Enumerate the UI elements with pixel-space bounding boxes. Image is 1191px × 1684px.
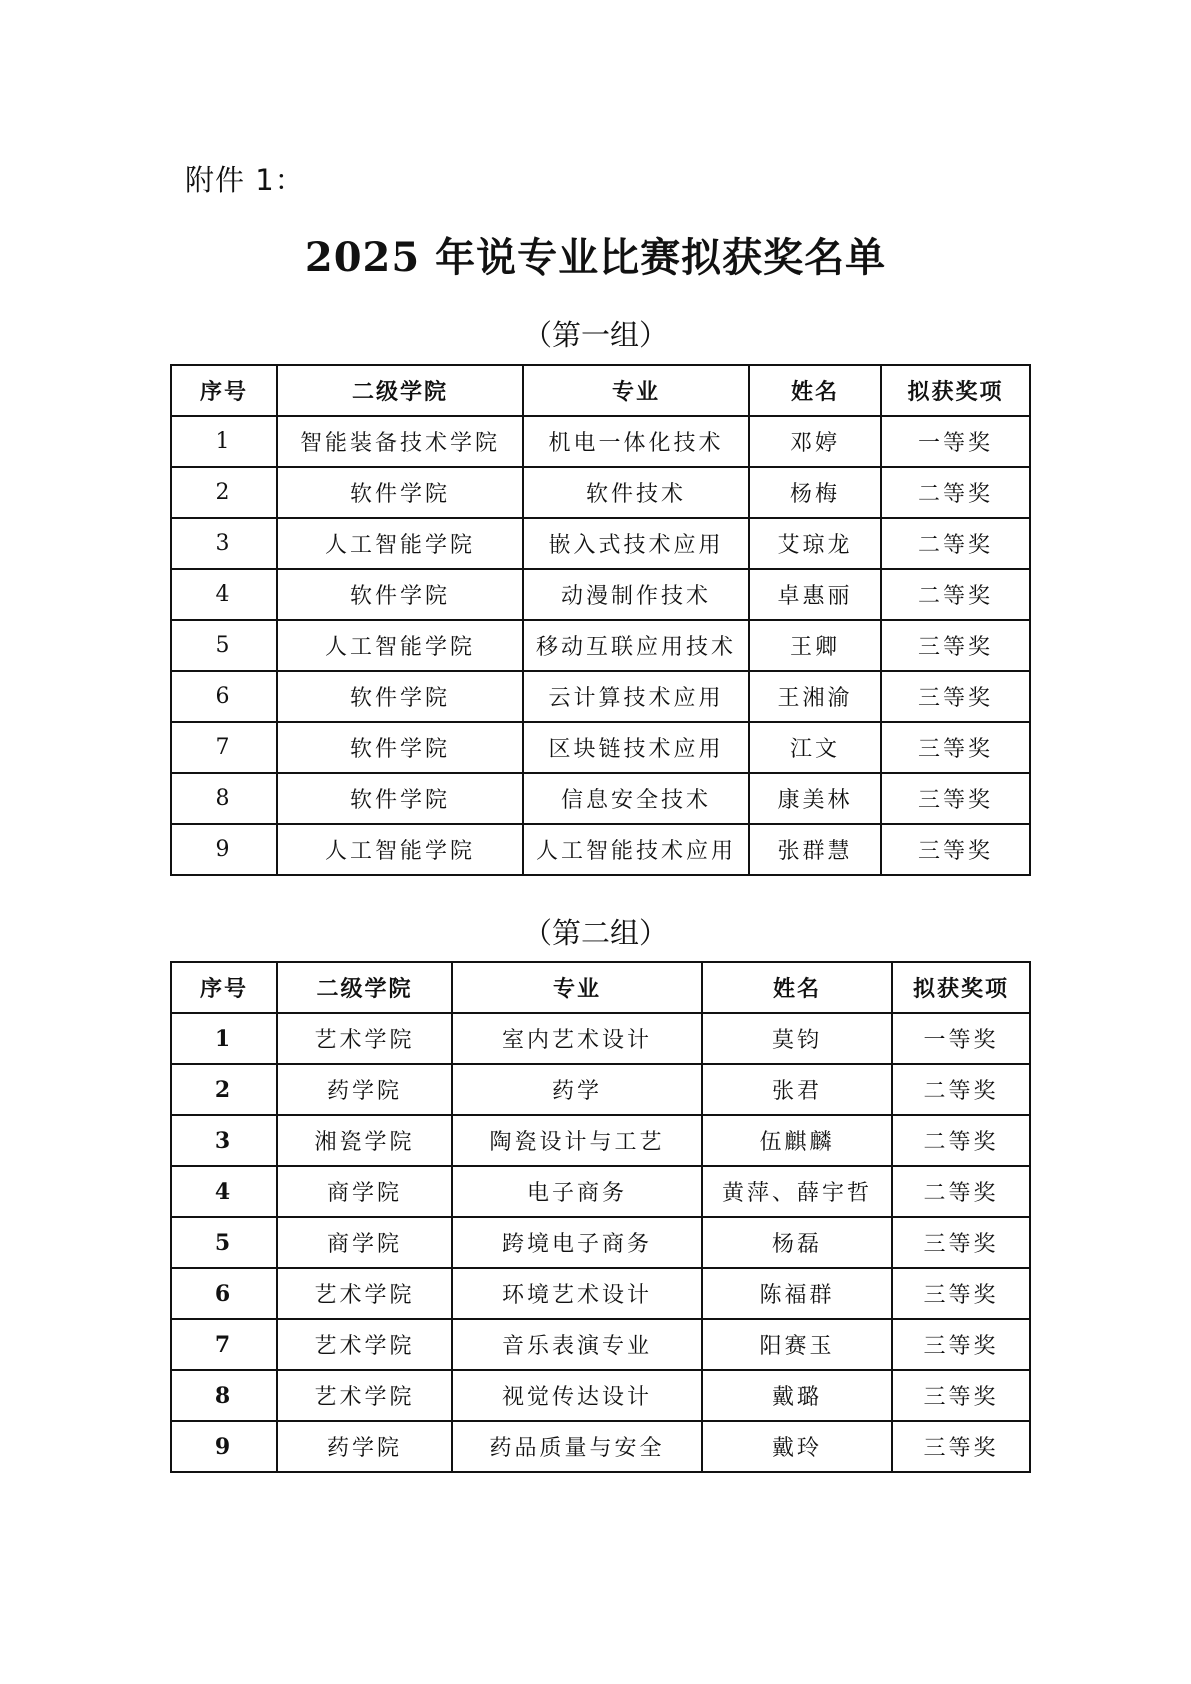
cell-award: 二等奖 xyxy=(881,518,1030,569)
cell-award: 三等奖 xyxy=(881,671,1030,722)
cell-name: 莫钧 xyxy=(702,1013,892,1064)
table-row xyxy=(171,722,1030,773)
cell-name: 黄萍、薛宇哲 xyxy=(702,1166,892,1217)
cell-major: 环境艺术设计 xyxy=(452,1268,702,1319)
cell-name: 邓婷 xyxy=(749,416,881,467)
table-row xyxy=(171,1166,1030,1217)
cell-seq: 5 xyxy=(171,1217,277,1268)
cell-major: 软件技术 xyxy=(523,467,749,518)
cell-college: 湘瓷学院 xyxy=(277,1115,452,1166)
document-title: 2025 年说专业比赛拟获奖名单 xyxy=(304,234,887,281)
table-row xyxy=(171,1115,1030,1166)
cell-seq: 7 xyxy=(171,722,277,773)
cell-award: 三等奖 xyxy=(881,824,1030,875)
cell-college: 人工智能学院 xyxy=(277,620,523,671)
table-row xyxy=(171,1013,1030,1064)
cell-major: 室内艺术设计 xyxy=(452,1013,702,1064)
table-header-row xyxy=(171,365,1030,416)
cell-major: 药品质量与安全 xyxy=(452,1421,702,1472)
header-seq: 序号 xyxy=(171,962,277,1013)
table-row xyxy=(171,620,1030,671)
cell-name: 康美林 xyxy=(749,773,881,824)
cell-major: 机电一体化技术 xyxy=(523,416,749,467)
cell-seq: 4 xyxy=(171,569,277,620)
cell-award: 二等奖 xyxy=(881,467,1030,518)
cell-college: 软件学院 xyxy=(277,467,523,518)
cell-award: 二等奖 xyxy=(892,1166,1030,1217)
cell-college: 艺术学院 xyxy=(277,1013,452,1064)
header-major: 专业 xyxy=(452,962,702,1013)
table-row xyxy=(171,773,1030,824)
cell-name: 王卿 xyxy=(749,620,881,671)
cell-college: 艺术学院 xyxy=(277,1370,452,1421)
cell-major: 电子商务 xyxy=(452,1166,702,1217)
table-row xyxy=(171,1421,1030,1472)
cell-college: 智能装备技术学院 xyxy=(277,416,523,467)
table-row xyxy=(171,824,1030,875)
cell-name: 杨磊 xyxy=(702,1217,892,1268)
group2-table xyxy=(170,961,1031,1473)
header-college: 二级学院 xyxy=(277,365,523,416)
cell-college: 软件学院 xyxy=(277,773,523,824)
cell-award: 三等奖 xyxy=(881,773,1030,824)
cell-college: 软件学院 xyxy=(277,569,523,620)
cell-name: 陈福群 xyxy=(702,1268,892,1319)
cell-seq: 5 xyxy=(171,620,277,671)
group2-heading: （第二组） xyxy=(522,916,668,950)
cell-college: 艺术学院 xyxy=(277,1319,452,1370)
cell-name: 戴玲 xyxy=(702,1421,892,1472)
cell-name: 戴璐 xyxy=(702,1370,892,1421)
cell-seq: 1 xyxy=(171,1013,277,1064)
header-major: 专业 xyxy=(523,365,749,416)
cell-award: 三等奖 xyxy=(892,1421,1030,1472)
cell-seq: 2 xyxy=(171,467,277,518)
cell-major: 药学 xyxy=(452,1064,702,1115)
cell-name: 卓惠丽 xyxy=(749,569,881,620)
cell-award: 三等奖 xyxy=(892,1217,1030,1268)
table-row xyxy=(171,1370,1030,1421)
cell-major: 跨境电子商务 xyxy=(452,1217,702,1268)
cell-seq: 6 xyxy=(171,1268,277,1319)
header-seq: 序号 xyxy=(171,365,277,416)
table-row xyxy=(171,1217,1030,1268)
cell-name: 伍麒麟 xyxy=(702,1115,892,1166)
header-name: 姓名 xyxy=(702,962,892,1013)
cell-seq: 9 xyxy=(171,824,277,875)
cell-college: 人工智能学院 xyxy=(277,518,523,569)
cell-seq: 8 xyxy=(171,1370,277,1421)
cell-seq: 7 xyxy=(171,1319,277,1370)
cell-award: 三等奖 xyxy=(881,620,1030,671)
cell-college: 药学院 xyxy=(277,1421,452,1472)
header-award: 拟获奖项 xyxy=(881,365,1030,416)
cell-major: 人工智能技术应用 xyxy=(523,824,749,875)
cell-college: 人工智能学院 xyxy=(277,824,523,875)
cell-name: 阳赛玉 xyxy=(702,1319,892,1370)
attachment-label: 附件 1： xyxy=(185,163,305,197)
cell-major: 视觉传达设计 xyxy=(452,1370,702,1421)
table-row xyxy=(171,518,1030,569)
cell-seq: 4 xyxy=(171,1166,277,1217)
cell-major: 嵌入式技术应用 xyxy=(523,518,749,569)
cell-name: 张君 xyxy=(702,1064,892,1115)
cell-major: 信息安全技术 xyxy=(523,773,749,824)
table-row xyxy=(171,1064,1030,1115)
table-header-row xyxy=(171,962,1030,1013)
table-row xyxy=(171,1319,1030,1370)
cell-college: 商学院 xyxy=(277,1166,452,1217)
cell-seq: 6 xyxy=(171,671,277,722)
table-row xyxy=(171,1268,1030,1319)
cell-award: 二等奖 xyxy=(881,569,1030,620)
group1-heading: （第一组） xyxy=(522,318,668,352)
header-name: 姓名 xyxy=(749,365,881,416)
cell-award: 三等奖 xyxy=(881,722,1030,773)
cell-college: 软件学院 xyxy=(277,671,523,722)
cell-award: 一等奖 xyxy=(881,416,1030,467)
cell-college: 药学院 xyxy=(277,1064,452,1115)
cell-major: 陶瓷设计与工艺 xyxy=(452,1115,702,1166)
cell-name: 艾琼龙 xyxy=(749,518,881,569)
cell-name: 王湘渝 xyxy=(749,671,881,722)
table-row xyxy=(171,569,1030,620)
cell-college: 艺术学院 xyxy=(277,1268,452,1319)
cell-award: 三等奖 xyxy=(892,1319,1030,1370)
cell-seq: 8 xyxy=(171,773,277,824)
cell-award: 二等奖 xyxy=(892,1064,1030,1115)
cell-major: 动漫制作技术 xyxy=(523,569,749,620)
cell-seq: 3 xyxy=(171,518,277,569)
table-row xyxy=(171,416,1030,467)
cell-major: 云计算技术应用 xyxy=(523,671,749,722)
table-row xyxy=(171,671,1030,722)
cell-name: 江文 xyxy=(749,722,881,773)
cell-major: 音乐表演专业 xyxy=(452,1319,702,1370)
cell-seq: 1 xyxy=(171,416,277,467)
cell-name: 张群慧 xyxy=(749,824,881,875)
cell-award: 三等奖 xyxy=(892,1370,1030,1421)
header-college: 二级学院 xyxy=(277,962,452,1013)
cell-college: 商学院 xyxy=(277,1217,452,1268)
cell-name: 杨梅 xyxy=(749,467,881,518)
cell-seq: 2 xyxy=(171,1064,277,1115)
header-award: 拟获奖项 xyxy=(892,962,1030,1013)
cell-major: 区块链技术应用 xyxy=(523,722,749,773)
cell-college: 软件学院 xyxy=(277,722,523,773)
group1-table xyxy=(170,364,1031,876)
cell-award: 三等奖 xyxy=(892,1268,1030,1319)
table-row xyxy=(171,467,1030,518)
cell-award: 一等奖 xyxy=(892,1013,1030,1064)
cell-seq: 9 xyxy=(171,1421,277,1472)
cell-seq: 3 xyxy=(171,1115,277,1166)
cell-major: 移动互联应用技术 xyxy=(523,620,749,671)
cell-award: 二等奖 xyxy=(892,1115,1030,1166)
